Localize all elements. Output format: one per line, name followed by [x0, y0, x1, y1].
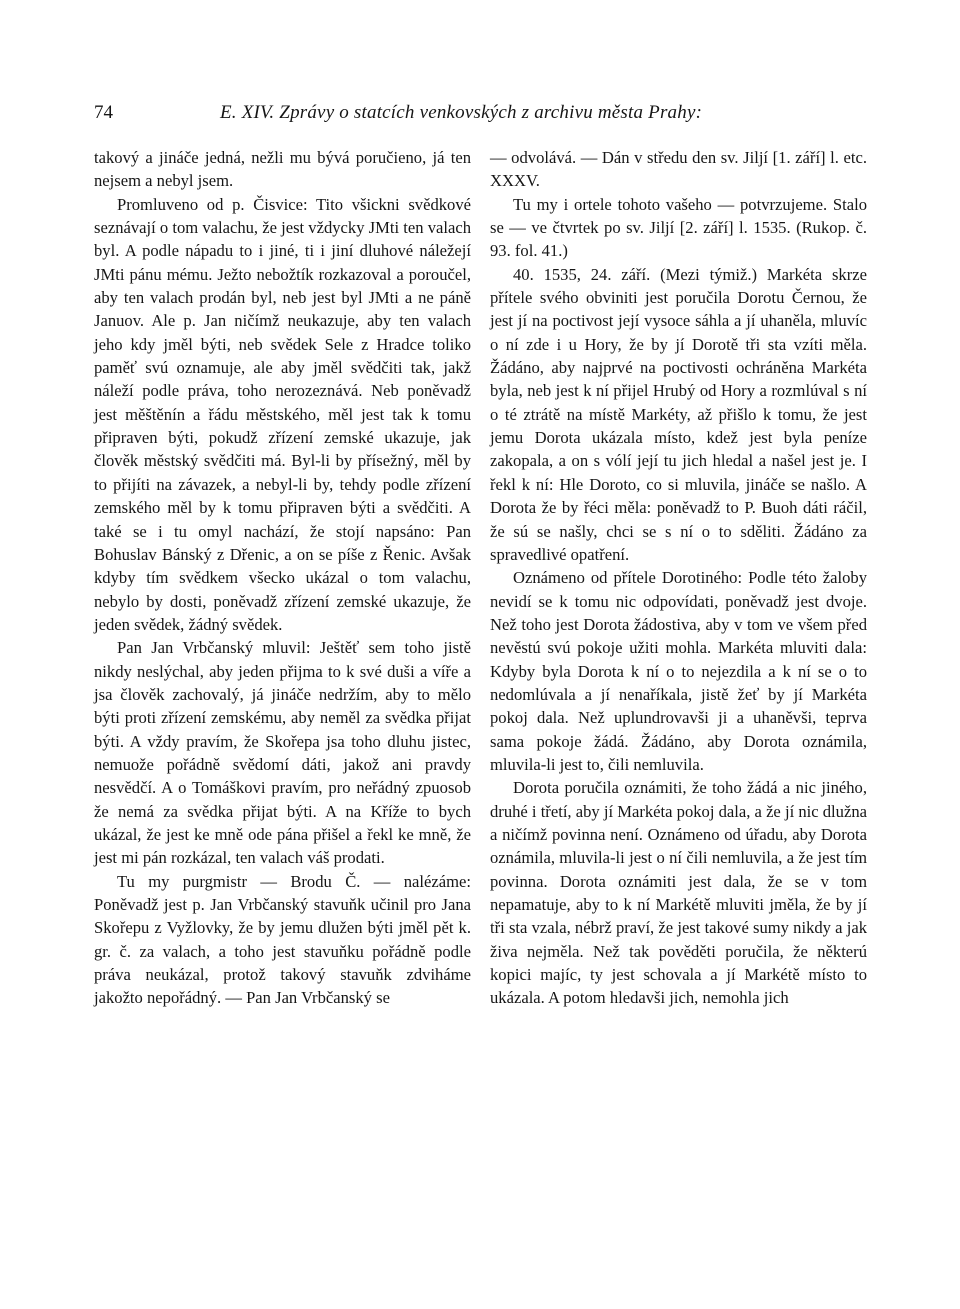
paragraph: 40. 1535, 24. září. (Mezi týmiž.) Markéta skrze přítele svého obviniti jest poručila Dorotu Černou, že jest jí na poctivost její vysoce sáhla a jí uhaněla, mluvíc o ní zde i u Hory, že by jí Dorotě tři sta vzíti měla. Žádáno, aby najprvé na poctivosti ochráněna Markéta byla, neb jest k ní přijel Hrubý od Hory a rozmlúval s ní o té ztrátě na místě Markéty, až přišlo k tomu, že jest jemu Dorota ukázala místo, kdež jest byla peníze zakopala, a on s vólí její tu jich hledal a našel jest je. I řekl k ní: Hle Doroto, co si mluvila, jináče se našlo. A Dorota že by řéci měla: poněvadž to P. Buoh dáti ráčil, že sú se našly, chci se s ní o to sděliti. Žádáno za spravedlivé opatření.	[490, 264, 867, 564]
running-title: E. XIV. Zprávy o statcích venkovských z archivu města Prahy:	[220, 102, 703, 123]
paragraph: Dorota poručila oznámiti, že toho žádá a nic jiného, druhé i třetí, aby jí Markéta pokoj dala, a že jí nic dlužna a ničímž povinna není. Oznámeno od úřadu, aby Dorota oznámila, mluvila-li jest o ní čili nemluvila, a že jest tím povinna. Dorota oznámiti jest dala, že se v tom nepamatuje, aby to k ní Markétě mluviti jměla, že by jí tři sta vzala, nébrž praví, že jest takové sumy nikdy a jak živa nejměla. Než tak pověděti poručila, že některú kopici majíc, ty jest schovala a jí Markétě místo to ukázala. A potom hledavši jich, nemohla jich	[490, 778, 867, 1008]
paragraph: Promluveno od p. Čisvice: Tito všickni svědkové seznávají o tom valachu, že jest vždycky JMti ten valach byl. A podle nápadu to i jiné, ti i jiní dluhové náležejí JMti pánu mému. Ježto nebožtík rozkazoval a poroučel, aby ten valach prodán byl, neb jest byl JMti a ne páně Januov. Ale p. Jan ničímž neukazuje, aby ten valach jeho kdy jměl býti, neb svědek Sele z Hradce toliko paměť svú oznamuje, ale aby jměl svědčiti tak, jakž náleží podle práva, toho nerozeznává. Neb poněvadž jest měštěnín a řádu městského, měl jest tak k tomu připraven býti, pokudž zřízení zemské ukazuje, jak člověk městský svědčiti má. Byl-li by přísežný, měl by to přijíti na závazek, a nebyl-li by, tehdy podle zřízení zemského měl by k tomu připraven býti a svědčiti. A také se i tu omyl nachází, že stojí napsáno: Pan Bohuslav Bánský z Dřenic, a on se píše z Řenic. Avšak kdyby tím svědkem všecko ukázal o tom valachu, nebylo by dosti, poněvadž zřízení zemské ukazuje, že jeden svědek, žádný svědek.	[94, 194, 471, 634]
paragraph: takový a jináče jedná, nežli mu bývá poručieno, já ten nejsem a nebyl jsem.	[94, 148, 471, 191]
paragraph: Oznámeno od přítele Dorotiného: Podle této žaloby nevidí se k tomu nic odpovídati, poněvadž jest dvoje. Než toho jest Dorota žádostiva, aby v tom ve všem před nevěstú svú pokoje užiti mohla. Markéta mluviti dala: Kdyby byla Dorota k ní o to nejezdila a k ní se o to nedomlúvala a jí nenaříkala, jistě žeť by jí Markéta pokoj dala. Než uplundrovavši ji a uhaněvši, teprva sama pokoje žádá. Žádáno, aby Dorota oznámila, mluvila-li jest to, čili nemluvila.	[490, 568, 867, 774]
page-header	[94, 102, 866, 132]
paragraph: — odvolává. — Dán v středu den sv. Jiljí [1. září] l. etc. XXXV.	[490, 148, 867, 191]
right-column	[490, 146, 867, 1010]
paragraph: Tu my i ortele tohoto vašeho — potvrzujeme. Stalo se — ve čtvrtek po sv. Jiljí [2. září] l. 1535. (Rukop. č. 93. fol. 41.)	[490, 194, 867, 261]
paragraph: Pan Jan Vrbčanský mluvil: Ještěť sem toho jistě nikdy neslýchal, aby jeden přijma to k své duši a víře a jsa člověk zachovalý, já jináče nedržím, aby to mělo býti proti zřízení zemskému, aby neměl za svědka přijat býti. A vždy pravím, že Skořepa jsa toho dluhu jistec, nemuože pořádně svědomí dáti, jakož ani pravdy nesvědčí. A o Tomáškovi pravím, pro neřádný zpuosob že nemá za svědka přijat býti. A na Kříže to bych ukázal, že jest ke mně ode pána přišel a řekl ke mně, že jest mi pán rozkázal, ten valach váš prodati.	[94, 638, 471, 868]
page-number: 74	[94, 102, 113, 123]
paragraph: Tu my purgmistr — Brodu Č. — nalézáme: Poněvadž jest p. Jan Vrbčanský stavuňk učinil pro Jana Skořepu z Vyžlovky, že by jemu dlužen býti jměl pět k. gr. č. za valach, a toho jest stavuňku pořádně podle práva neukázal, protož takový stavuňk zdviháme jakožto nepořádný. — Pan Jan Vrbčanský se	[94, 871, 471, 1008]
left-column	[94, 146, 471, 1010]
